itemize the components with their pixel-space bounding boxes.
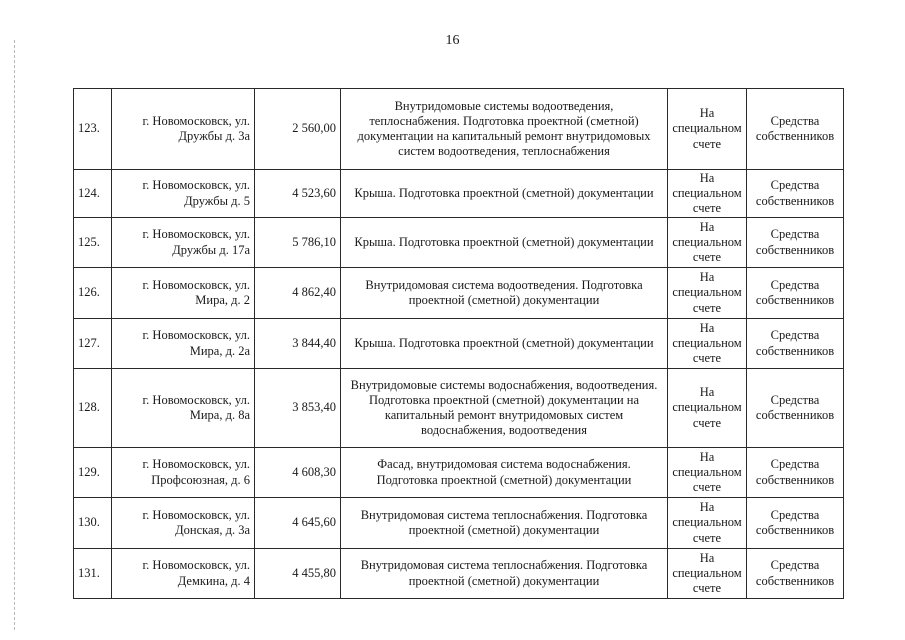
account-type-cell — [668, 549, 747, 599]
work-line: Крыша. Подготовка проектной (сметной) документации — [354, 335, 654, 350]
source-line: Средства — [770, 227, 820, 242]
amount-cell: 4 645,60 — [255, 498, 341, 549]
work-description-cell — [341, 369, 668, 448]
address-cell — [112, 319, 255, 369]
funding-source-cell — [747, 170, 844, 218]
account-type-cell — [668, 218, 747, 268]
account-type-cell — [668, 268, 747, 319]
account-type-cell — [668, 89, 747, 170]
row-number-cell: 124. — [74, 170, 112, 218]
account-line: счете — [692, 351, 722, 366]
account-line: счете — [692, 415, 722, 430]
work-line: теплоснабжения. Подготовка проектной (сметной) — [369, 113, 639, 128]
address-cell — [112, 218, 255, 268]
source-line: собственников — [755, 129, 835, 143]
account-line: На — [699, 500, 715, 515]
source-line: собственников — [755, 573, 835, 588]
source-line: собственников — [755, 193, 835, 208]
address-street-line: Донская, д. 3а — [175, 523, 250, 537]
row-number-cell: 126. — [74, 268, 112, 319]
row-number-cell: 127. — [74, 319, 112, 369]
account-line: На — [699, 170, 715, 185]
address-cell — [112, 89, 255, 170]
address-street-line: Профсоюзная, д. 6 — [151, 472, 250, 487]
amount-cell: 3 853,40 — [255, 369, 341, 448]
account-line: На — [699, 550, 715, 565]
address-street-line: Мира, д. 2а — [189, 343, 250, 358]
account-line: На — [699, 219, 715, 234]
account-type-cell — [668, 448, 747, 498]
funding-source-cell — [747, 369, 844, 448]
address-city-line: г. Новомосковск, ул. — [142, 457, 250, 472]
address-street-line: Дружбы д. 17а — [172, 242, 250, 257]
work-line: Подготовка проектной (сметной) документации на — [368, 392, 640, 407]
address-cell — [112, 448, 255, 498]
address-street-line: Мира, д. 8а — [189, 408, 250, 422]
address-cell — [112, 498, 255, 549]
account-line: счете — [692, 581, 722, 596]
account-line: специальном — [672, 335, 742, 350]
address-cell — [112, 549, 255, 599]
account-line: специальном — [672, 400, 742, 415]
source-line: собственников — [755, 408, 835, 422]
funding-source-cell — [747, 448, 844, 498]
account-line: счете — [692, 136, 722, 151]
amount-cell: 4 608,30 — [255, 448, 341, 498]
address-city-line: г. Новомосковск, ул. — [142, 328, 250, 343]
funding-source-cell — [747, 319, 844, 369]
work-line: водоснабжения, водоотведения — [421, 423, 587, 438]
address-street-line: Дружбы д. 3а — [178, 129, 250, 143]
row-number-cell: 123. — [74, 89, 112, 170]
work-description-cell — [341, 498, 668, 549]
funding-source-cell — [747, 549, 844, 599]
account-type-cell — [668, 319, 747, 369]
address-city-line: г. Новомосковск, ул. — [142, 558, 250, 573]
amount-cell: 4 455,80 — [255, 549, 341, 599]
work-description-cell — [341, 448, 668, 498]
account-line: счете — [692, 300, 722, 315]
source-line: Средства — [770, 277, 820, 292]
work-description-cell — [341, 268, 668, 319]
account-line: На — [699, 320, 715, 335]
work-description-cell — [341, 218, 668, 268]
work-line: капитальный ремонт внутридомовых систем — [384, 408, 624, 422]
account-line: специальном — [672, 565, 742, 580]
table-row — [74, 369, 844, 448]
row-number-cell: 130. — [74, 498, 112, 549]
amount-cell: 4 523,60 — [255, 170, 341, 218]
address-city-line: г. Новомосковск, ул. — [142, 507, 250, 522]
page-number: 16 — [445, 33, 460, 48]
address-city-line: г. Новомосковск, ул. — [142, 178, 250, 193]
account-line: специальном — [672, 464, 742, 479]
work-line: проектной (сметной) документации — [408, 573, 600, 588]
amount-cell: 4 862,40 — [255, 268, 341, 319]
source-line: Средства — [770, 328, 820, 343]
work-line: проектной (сметной) документации — [408, 523, 600, 537]
row-number-cell: 125. — [74, 218, 112, 268]
account-line: На — [699, 449, 715, 464]
table-row — [74, 549, 844, 599]
table-row — [74, 268, 844, 319]
funding-source-cell — [747, 498, 844, 549]
account-line: специальном — [672, 234, 742, 249]
funding-source-cell — [747, 89, 844, 170]
amount-cell: 2 560,00 — [255, 89, 341, 170]
row-number-cell: 131. — [74, 549, 112, 599]
repair-schedule-table — [73, 88, 844, 599]
work-line: Фасад, внутридомовая система водоснабжения. — [377, 457, 631, 472]
work-line: Крыша. Подготовка проектной (сметной) документации — [354, 234, 654, 249]
funding-source-cell — [747, 268, 844, 319]
source-line: собственников — [755, 293, 835, 307]
account-type-cell — [668, 498, 747, 549]
work-line: проектной (сметной) документации — [408, 293, 600, 307]
address-street-line: Дружбы д. 5 — [184, 193, 250, 208]
address-cell — [112, 369, 255, 448]
account-type-cell — [668, 369, 747, 448]
address-city-line: г. Новомосковск, ул. — [142, 277, 250, 292]
table-row — [74, 498, 844, 549]
work-line: Внутридомовые системы водоотведения, — [394, 98, 614, 113]
source-line: Средства — [770, 178, 820, 193]
work-line: Внутридомовая система теплоснабжения. Подготовка — [360, 507, 648, 522]
account-line: На — [699, 385, 715, 400]
source-line: Средства — [770, 507, 820, 522]
work-line: Внутридомовая система водоотведения. Подготовка — [365, 277, 643, 292]
work-description-cell — [341, 319, 668, 369]
work-line: Внутридомовые системы водоснабжения, водоотведения. — [350, 377, 658, 392]
funding-source-cell — [747, 218, 844, 268]
source-line: Средства — [770, 392, 820, 407]
account-line: специальном — [672, 121, 742, 136]
work-line: систем водоотведения, теплоснабжения — [398, 144, 610, 159]
source-line: собственников — [755, 343, 835, 358]
address-city-line: г. Новомосковск, ул. — [142, 227, 250, 242]
account-line: счете — [692, 530, 722, 545]
table-row — [74, 170, 844, 218]
work-line: Внутридомовая система теплоснабжения. Подготовка — [360, 558, 648, 573]
account-line: счете — [692, 250, 722, 265]
account-line: счете — [692, 201, 722, 216]
table-row — [74, 448, 844, 498]
address-cell — [112, 268, 255, 319]
source-line: собственников — [755, 472, 835, 487]
amount-cell: 3 844,40 — [255, 319, 341, 369]
address-street-line: Демкина, д. 4 — [177, 573, 250, 588]
address-city-line: г. Новомосковск, ул. — [142, 113, 250, 128]
account-line: На — [699, 106, 715, 121]
source-line: собственников — [755, 242, 835, 257]
account-line: специальном — [672, 185, 742, 200]
source-line: Средства — [770, 113, 820, 128]
work-line: Подготовка проектной (сметной) документации — [376, 472, 632, 487]
amount-cell: 5 786,10 — [255, 218, 341, 268]
source-line: Средства — [770, 558, 820, 573]
work-description-cell — [341, 89, 668, 170]
work-line: Крыша. Подготовка проектной (сметной) документации — [354, 185, 654, 200]
table-row — [74, 218, 844, 268]
address-street-line: Мира, д. 2 — [195, 293, 250, 307]
work-description-cell — [341, 549, 668, 599]
table-row — [74, 89, 844, 170]
work-description-cell — [341, 170, 668, 218]
work-line: документации на капитальный ремонт внутридомовых — [357, 129, 651, 143]
row-number-cell: 129. — [74, 448, 112, 498]
source-line: Средства — [770, 457, 820, 472]
account-line: счете — [692, 480, 722, 495]
row-number-cell: 128. — [74, 369, 112, 448]
account-line: специальном — [672, 515, 742, 530]
account-line: На — [699, 270, 715, 285]
margin-dashes — [14, 40, 17, 630]
address-cell — [112, 170, 255, 218]
account-type-cell — [668, 170, 747, 218]
source-line: собственников — [755, 523, 835, 537]
table-row — [74, 319, 844, 369]
address-city-line: г. Новомосковск, ул. — [142, 392, 250, 407]
account-line: специальном — [672, 285, 742, 300]
